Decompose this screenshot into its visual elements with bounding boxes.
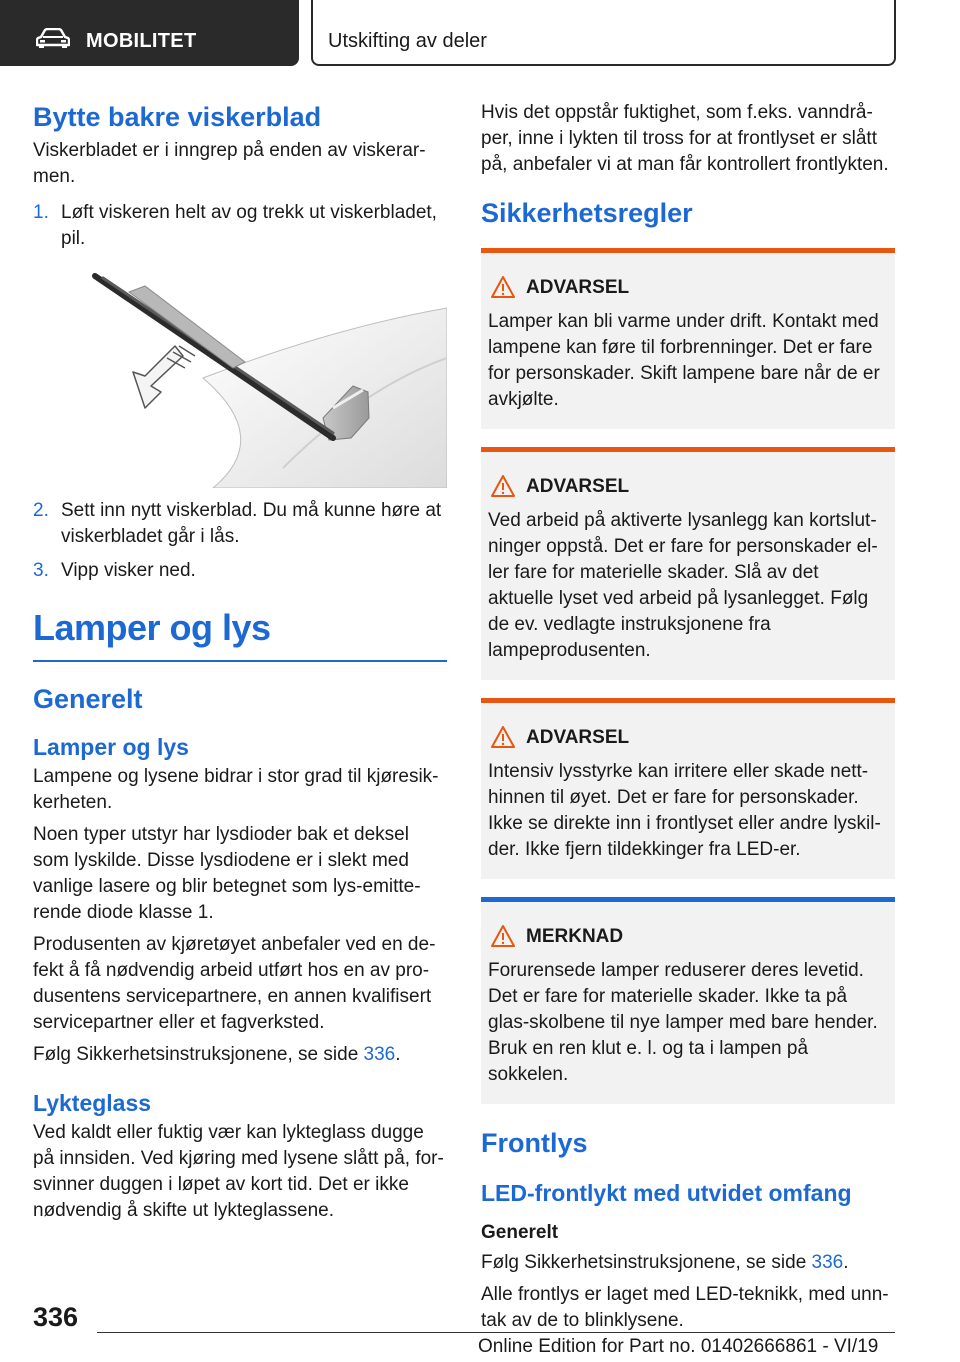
lamps-paragraph-1: Lampene og lysene bidrar i stor grad til kjøresik-kerheten. [33,766,439,813]
wiper-intro: Viskerbladet er i inngrep på enden av viskerar-men. [33,140,426,187]
warning-triangle-icon [490,275,516,299]
right-column [481,100,895,1334]
wiper-steps-continued [33,498,447,584]
warning-label: ADVARSEL [526,476,630,497]
list-item [33,498,447,550]
led-paragraph-2: Alle frontlys er laget med LED-teknikk, med unn-tak av de to blinklysene. [481,1284,889,1331]
note-title [488,924,887,950]
list-item [33,200,447,252]
warning-triangle-icon [490,725,516,749]
step-text: Løft viskeren helt av og trekk ut viskerbladet, pil. [61,202,437,249]
step-number: 1. [33,202,49,223]
headlights-heading: Frontlys [481,1128,588,1158]
page-header [0,0,960,66]
lamps-paragraph-3: Produsenten av kjøretøyet anbefaler ved en de-fekt å få nødvendig arbeid utført hos en av pro-dusentens servicepartnere, en annen kvalifisert servicepartner eller et fagverksted. [33,934,436,1033]
moisture-paragraph: Hvis det oppstår fuktighet, som f.eks. vanndrå-per, inne i lykten til tross for at frontlyset er slått på, anbefaler vi at man får kontrollert frontlykten. [481,102,889,175]
lamps-paragraph-4 [33,1042,447,1068]
safety-heading: Sikkerhetsregler [481,198,693,228]
warning-box [481,447,895,680]
note-text: Forurensede lamper reduserer deres levetid. Det er fare for materielle skader. Ikke ta på glas-skolbene til nye lamper med bare hender. Bruk en ren klut e. l. og ta i lampen på sokkelen. [488,960,878,1085]
note-box [481,897,895,1104]
warning-triangle-icon [490,924,516,948]
warning-title [488,275,887,301]
wiper-heading: Bytte bakre viskerblad [33,102,322,132]
page-ref-link[interactable]: 336 [811,1252,844,1273]
step-text: Sett inn nytt viskerblad. Du må kunne høre at viskerbladet går i lås. [61,500,442,547]
general-minor-heading: Generelt [481,1222,559,1243]
warning-label: ADVARSEL [526,277,630,298]
left-column [33,100,447,1224]
page-number: 336 [33,1302,79,1332]
warning-title [488,725,887,751]
ref-text: Følg Sikkerhetsinstruksjonene, se side [481,1252,812,1273]
page-title: Utskifting av deler [328,30,487,52]
arrow-icon [133,346,195,408]
car-icon [36,28,70,48]
chapter-title: Lamper og lys [33,606,447,662]
step-number: 3. [33,560,49,581]
warning-text: Ved arbeid på aktiverte lysanlegg kan kortslut-ninger oppstå. Det er fare for personskader el-ler fare for materielle skader. Slå av det aktuelle lyset ved arbeid på lysanlegget. Følg de ev. vedlagte instruksjonene fra lampeprodusenten. [488,510,878,661]
warning-title [488,474,887,500]
ref-text: Følg Sikkerhetsinstruksjonene, se side [33,1044,364,1065]
wiper-illustration [33,268,447,488]
lens-heading: Lykteglass [33,1090,152,1116]
warning-label: ADVARSEL [526,727,630,748]
warning-box [481,248,895,429]
lens-paragraph: Ved kaldt eller fuktig vær kan lykteglass dugge på innsiden. Ved kjøring med lysene slått på, for-svinner duggen i løpet av kort tid. Det er ikke nødvendig å skifte ut lykteglassene. [33,1122,444,1221]
section-tab [0,0,299,66]
list-item [33,558,447,584]
ref-suffix: . [843,1252,849,1273]
warning-text: Lamper kan bli varme under drift. Kontakt med lampene kan føre til forbrenninger. Det er fare for personskader. Skift lampene bare når de er avkjølte. [488,311,880,410]
ref-suffix: . [395,1044,401,1065]
page-title-box [311,0,896,66]
page-ref-link[interactable]: 336 [363,1044,396,1065]
section-label: MOBILITET [86,30,197,52]
led-heading: LED-frontlykt med utvidet omfang [481,1180,852,1206]
footer-divider [97,1332,895,1333]
step-text: Vipp visker ned. [61,560,196,581]
edition-text: Online Edition for Part no. 01402666861 - VI/19 [478,1336,879,1357]
warning-text: Intensiv lysstyrke kan irritere eller skade nett-hinnen til øyet. Det er fare for personskader. Ikke se direkte inn i frontlyset eller andre lyskil-der. Ikke fjern tildekkinger fra LED-er. [488,761,881,860]
general-heading: Generelt [33,684,143,714]
wiper-steps [33,200,447,252]
lamps-heading: Lamper og lys [33,734,189,760]
warning-triangle-icon [490,474,516,498]
lamps-paragraph-2: Noen typer utstyr har lysdioder bak et deksel som lyskilde. Disse lysdiodene er i slekt med vanlige lasere og blir betegnet som lys-emitte-rende diode klasse 1. [33,824,421,923]
page-footer [0,1296,960,1362]
step-number: 2. [33,500,49,521]
note-label: MERKNAD [526,926,624,947]
warning-box [481,698,895,879]
led-paragraph-1 [481,1250,895,1276]
